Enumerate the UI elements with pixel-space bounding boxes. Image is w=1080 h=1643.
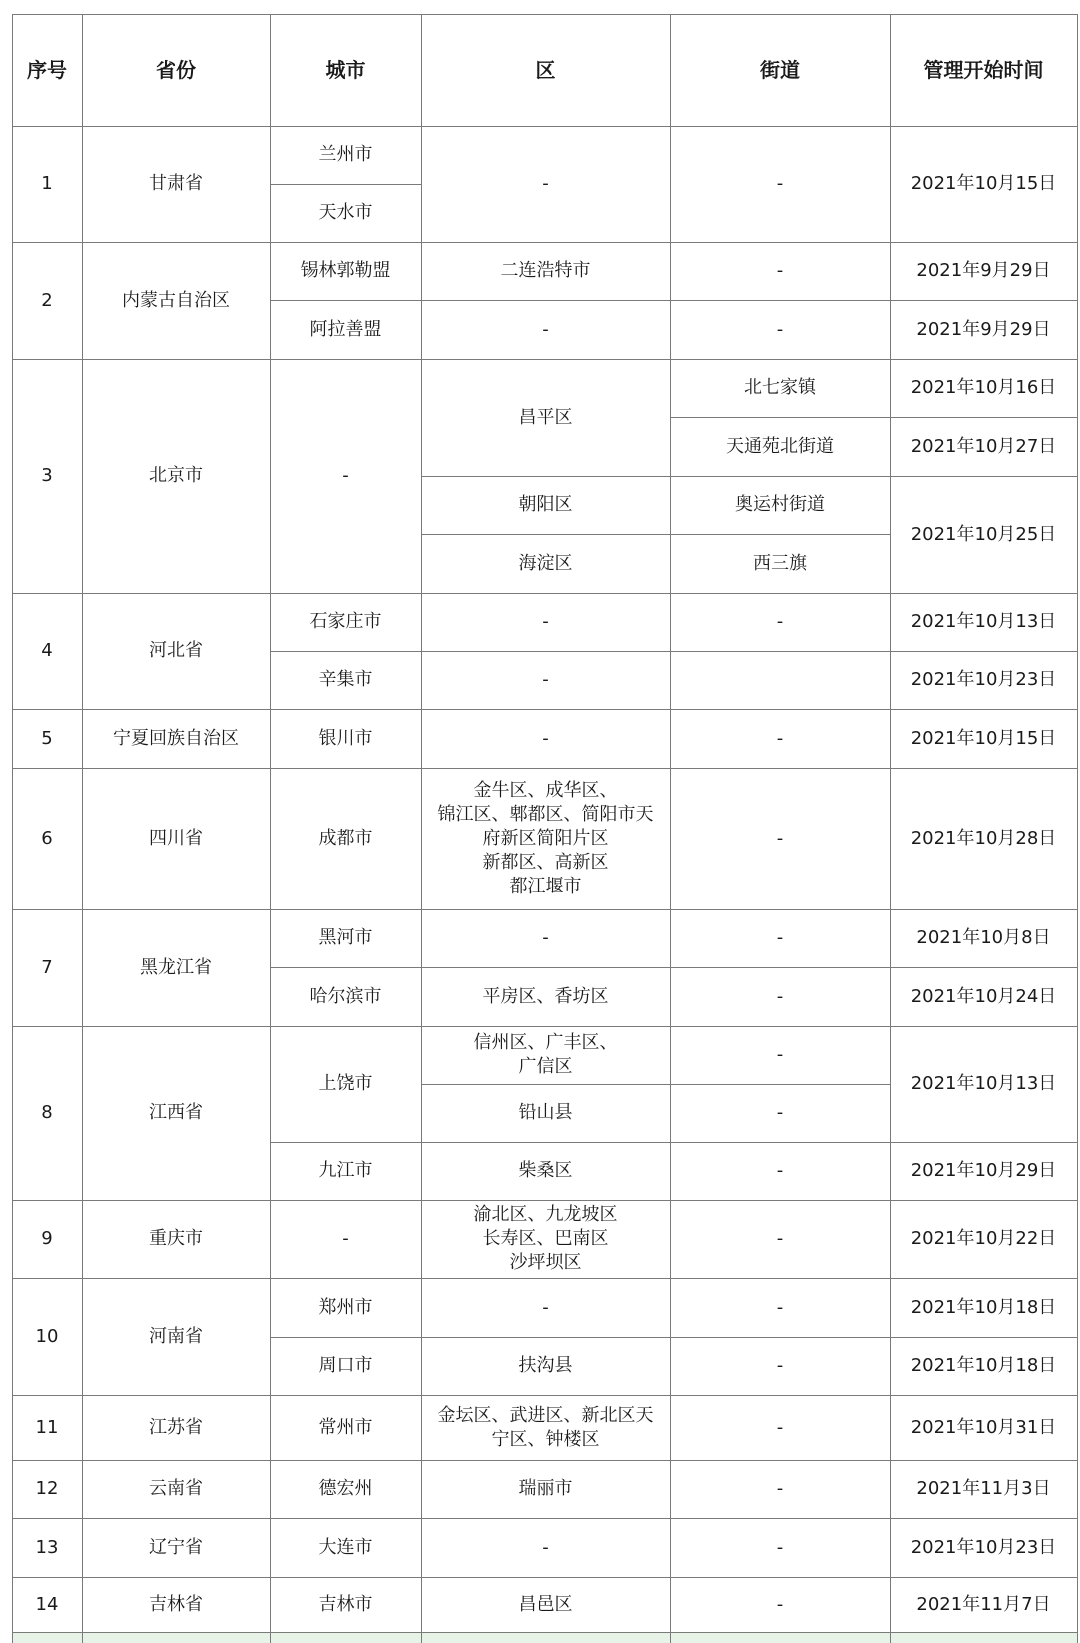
cell-seq: 2 <box>41 289 53 311</box>
grid-line-h <box>421 1200 671 1201</box>
grid-line-h <box>890 909 1078 910</box>
grid-line-h <box>670 1337 891 1338</box>
cell-city: 郑州市 <box>318 1296 373 1318</box>
cell-district: 昌平区 <box>518 406 573 428</box>
cell-street: - <box>776 827 784 849</box>
cell-district: 信州区、广丰区、 广信区 <box>473 1032 618 1077</box>
cell-city: 德宏州 <box>318 1478 373 1499</box>
cell-district: - <box>542 318 549 340</box>
cell-street: - <box>776 985 784 1007</box>
header-street: 街道 <box>760 58 800 82</box>
grid-line-v <box>1077 14 1078 1643</box>
cell-seq: 1 <box>41 173 53 194</box>
grid-line-h <box>270 359 422 360</box>
grid-line-h <box>12 1278 83 1279</box>
cell-district: 渝北区、九龙坡区 长寿区、巴南区 沙坪坝区 <box>473 1204 618 1273</box>
cell-street: - <box>776 611 784 632</box>
grid-line-h <box>270 709 422 710</box>
grid-line-h <box>12 359 83 360</box>
cell-start-date: 2021年10月23日 <box>910 669 1057 690</box>
grid-line-h <box>670 1084 891 1085</box>
grid-line-h <box>670 417 891 418</box>
cell-city: 周口市 <box>318 1355 373 1376</box>
grid-line-h <box>270 768 422 769</box>
grid-line-h <box>270 909 422 910</box>
cell-start-date: 2021年10月15日 <box>910 173 1057 194</box>
grid-line-h <box>12 1026 83 1027</box>
cell-street: 奥运村街道 <box>735 494 825 515</box>
cell-city: 成都市 <box>318 827 373 849</box>
cell-start-date: 2021年10月18日 <box>910 1296 1057 1318</box>
cell-start-date: 2021年9月29日 <box>916 318 1051 340</box>
grid-line-v <box>890 14 891 1643</box>
grid-line-h <box>12 768 83 769</box>
cell-district: - <box>542 669 549 690</box>
grid-line-h <box>12 242 83 243</box>
grid-line-h <box>270 242 422 243</box>
cell-start-date: 2021年11月7日 <box>916 1593 1051 1615</box>
grid-line-h <box>890 359 1078 360</box>
header-province: 省份 <box>156 58 196 82</box>
header-start-date: 管理开始时间 <box>923 58 1044 82</box>
grid-line-h <box>82 909 271 910</box>
cell-street: - <box>776 260 784 281</box>
cell-street: 西三旗 <box>753 552 807 574</box>
cell-street: 天通苑北街道 <box>726 435 834 457</box>
cell-seq: 9 <box>41 1228 53 1249</box>
cell-province: 吉林省 <box>149 1593 203 1615</box>
grid-line-h <box>270 300 422 301</box>
grid-line-h <box>421 534 671 535</box>
grid-line-h <box>421 1337 671 1338</box>
cell-city: 辛集市 <box>318 669 373 690</box>
grid-line-h <box>270 967 422 968</box>
grid-line-h <box>670 709 891 710</box>
grid-line-h <box>12 1460 83 1461</box>
cell-start-date: 2021年10月27日 <box>910 435 1057 457</box>
grid-line-h <box>670 1460 891 1461</box>
grid-line-h <box>890 1278 1078 1279</box>
grid-line-h <box>12 909 83 910</box>
grid-line-h <box>270 1337 422 1338</box>
cell-city: 吉林市 <box>318 1593 373 1615</box>
cell-city: 大连市 <box>318 1536 373 1558</box>
cell-province: 河南省 <box>149 1325 203 1347</box>
cell-seq: 13 <box>35 1536 59 1558</box>
grid-line-h <box>82 1278 271 1279</box>
grid-line-h <box>670 1577 891 1578</box>
header-district: 区 <box>535 58 556 82</box>
grid-line-h <box>270 1518 422 1519</box>
grid-line-h <box>670 1026 891 1027</box>
cell-district: 金牛区、成华区、 锦江区、郫都区、简阳市天 府新区简阳片区 新都区、高新区 都江堰市 <box>437 779 654 897</box>
cell-start-date: 2021年10月28日 <box>910 827 1057 849</box>
grid-line-h <box>82 709 271 710</box>
grid-line-h <box>12 593 83 594</box>
cell-start-date: 2021年10月18日 <box>910 1355 1057 1376</box>
grid-line-h <box>12 709 83 710</box>
grid-line-h <box>421 1084 671 1085</box>
grid-line-v <box>12 14 13 1643</box>
cell-street: - <box>776 1593 784 1615</box>
grid-line-h <box>270 593 422 594</box>
cell-province: 北京市 <box>149 465 203 486</box>
cell-start-date: 2021年10月15日 <box>910 727 1057 749</box>
grid-line-h <box>270 1395 422 1396</box>
grid-line-h <box>12 1200 83 1201</box>
grid-line-header <box>12 126 1077 127</box>
cell-city: 黑河市 <box>318 927 373 948</box>
grid-line-h <box>890 1200 1078 1201</box>
header-seq: 序号 <box>27 58 67 82</box>
cell-province: 甘肃省 <box>149 173 203 194</box>
cell-province: 重庆市 <box>149 1228 203 1249</box>
next-row-band <box>12 1632 1077 1643</box>
cell-district: 柴桑区 <box>518 1160 573 1181</box>
cell-district: - <box>542 727 549 749</box>
grid-line-h <box>270 1200 422 1201</box>
grid-line-h <box>270 1460 422 1461</box>
cell-city: 哈尔滨市 <box>309 985 382 1007</box>
cell-start-date: 2021年10月29日 <box>910 1160 1057 1181</box>
cell-street: - <box>776 1160 784 1181</box>
cell-street: - <box>776 727 784 749</box>
cell-province: 四川省 <box>149 827 203 849</box>
grid-line-h <box>421 1395 671 1396</box>
cell-city: - <box>342 465 349 486</box>
cell-start-date: 2021年10月25日 <box>910 523 1057 545</box>
cell-street: - <box>776 1228 784 1249</box>
cell-province: 云南省 <box>149 1478 203 1499</box>
cell-start-date: 2021年10月16日 <box>910 377 1057 398</box>
grid-line-h <box>421 1577 671 1578</box>
grid-line-h <box>421 476 671 477</box>
cell-province: 内蒙古自治区 <box>122 289 230 311</box>
grid-line-h <box>670 1200 891 1201</box>
grid-line-h <box>82 1518 271 1519</box>
grid-line-h <box>270 1142 422 1143</box>
cell-start-date: 2021年10月23日 <box>910 1536 1057 1558</box>
grid-line-h <box>421 1460 671 1461</box>
grid-line-h <box>670 967 891 968</box>
grid-line-h <box>421 651 671 652</box>
grid-line-h <box>890 476 1078 477</box>
cell-seq: 10 <box>35 1325 59 1347</box>
cell-street: - <box>776 927 784 948</box>
grid-line-h <box>890 1577 1078 1578</box>
grid-line-h <box>890 1395 1078 1396</box>
grid-line-bottom <box>12 1632 1077 1633</box>
grid-line-h <box>670 1278 891 1279</box>
grid-line-h <box>670 1395 891 1396</box>
grid-line-h <box>890 651 1078 652</box>
cell-province: 宁夏回族自治区 <box>113 727 239 749</box>
grid-line-h <box>670 242 891 243</box>
cell-district: 朝阳区 <box>518 494 573 515</box>
grid-line-h <box>421 242 671 243</box>
grid-line-h <box>421 1518 671 1519</box>
grid-line-h <box>421 909 671 910</box>
grid-line-h <box>270 1577 422 1578</box>
grid-line-h <box>82 1460 271 1461</box>
grid-line-h <box>670 1142 891 1143</box>
cell-start-date: 2021年9月29日 <box>916 260 1051 281</box>
cell-district: 扶沟县 <box>518 1355 573 1376</box>
grid-line-h <box>421 768 671 769</box>
cell-province: 江西省 <box>149 1102 203 1123</box>
cell-province: 辽宁省 <box>149 1536 203 1558</box>
cell-city: 九江市 <box>318 1160 373 1181</box>
grid-line-h <box>670 909 891 910</box>
cell-start-date: 2021年10月31日 <box>910 1416 1057 1438</box>
cell-street: - <box>776 173 784 194</box>
grid-line-h <box>890 1337 1078 1338</box>
grid-line-h <box>82 1395 271 1396</box>
cell-city: 常州市 <box>318 1416 373 1438</box>
grid-line-h <box>82 359 271 360</box>
grid-line-h <box>890 242 1078 243</box>
grid-line-h <box>670 1518 891 1519</box>
grid-line-h <box>890 967 1078 968</box>
grid-line-h <box>421 300 671 301</box>
cell-start-date: 2021年10月24日 <box>910 985 1057 1007</box>
grid-line-h <box>670 534 891 535</box>
cell-start-date: 2021年10月8日 <box>916 927 1051 948</box>
cell-district: - <box>542 1296 549 1318</box>
cell-street: - <box>776 1355 784 1376</box>
cell-district: 海淀区 <box>518 552 573 574</box>
cell-district: - <box>542 927 549 948</box>
cell-district: 瑞丽市 <box>518 1478 573 1499</box>
grid-line-h <box>421 1142 671 1143</box>
grid-line-h <box>270 1278 422 1279</box>
grid-line-h <box>12 1395 83 1396</box>
cell-district: 平房区、香坊区 <box>482 985 609 1007</box>
cell-province: 河北省 <box>149 640 203 661</box>
cell-seq: 7 <box>41 956 53 978</box>
grid-line-h <box>82 1026 271 1027</box>
grid-line-v <box>670 14 671 1643</box>
grid-line-v <box>82 14 83 1643</box>
cell-street: - <box>776 1044 784 1065</box>
grid-line-h <box>12 1577 83 1578</box>
cell-start-date: 2021年10月22日 <box>910 1228 1057 1249</box>
grid-line-h <box>12 1518 83 1519</box>
cell-start-date: 2021年10月13日 <box>910 611 1057 632</box>
grid-line-h <box>890 709 1078 710</box>
grid-line-h <box>670 768 891 769</box>
cell-street: 北七家镇 <box>744 377 816 398</box>
grid-line-h <box>270 651 422 652</box>
cell-city: 银川市 <box>318 727 373 749</box>
cell-start-date: 2021年10月13日 <box>910 1073 1057 1094</box>
grid-line-h <box>82 593 271 594</box>
cell-street: - <box>776 1478 784 1499</box>
cell-seq: 4 <box>41 640 53 661</box>
grid-line-h <box>890 593 1078 594</box>
cell-district: - <box>542 1536 549 1558</box>
cell-city: 阿拉善盟 <box>309 318 382 340</box>
header-city: 城市 <box>325 58 366 82</box>
grid-line-v <box>270 14 271 1643</box>
cell-city: 锡林郭勒盟 <box>300 260 391 281</box>
cell-district: - <box>542 611 549 632</box>
cell-seq: 3 <box>41 465 53 486</box>
grid-line-h <box>670 359 891 360</box>
grid-line-h <box>421 1278 671 1279</box>
cell-province: 黑龙江省 <box>140 956 212 978</box>
grid-line-h <box>890 1460 1078 1461</box>
cell-city: - <box>342 1228 349 1249</box>
cell-street: - <box>776 318 784 340</box>
grid-line-h <box>890 768 1078 769</box>
cell-city: 上饶市 <box>318 1073 373 1094</box>
grid-line-h <box>421 359 671 360</box>
grid-line-h <box>82 768 271 769</box>
cell-district: - <box>542 173 549 194</box>
grid-line-h <box>82 242 271 243</box>
grid-line-h <box>890 1026 1078 1027</box>
grid-line-h <box>890 1518 1078 1519</box>
grid-line-h <box>670 651 891 652</box>
grid-line-h <box>670 476 891 477</box>
cell-seq: 6 <box>41 827 53 849</box>
cell-district: 金坛区、武进区、新北区天 宁区、钟楼区 <box>437 1404 654 1450</box>
cell-seq: 12 <box>35 1478 59 1499</box>
cell-seq: 5 <box>41 727 53 749</box>
cell-street <box>670 651 890 709</box>
grid-line-h <box>421 967 671 968</box>
grid-line-h <box>670 300 891 301</box>
cell-street: - <box>776 1536 784 1558</box>
cell-district: 昌邑区 <box>518 1593 573 1615</box>
grid-line-h <box>82 1577 271 1578</box>
cell-province: 江苏省 <box>149 1416 203 1438</box>
grid-line-v <box>421 14 422 1643</box>
grid-line-h <box>270 184 422 185</box>
grid-line-h <box>421 709 671 710</box>
cell-seq: 14 <box>35 1593 59 1615</box>
grid-line-h <box>890 1142 1078 1143</box>
cell-seq: 11 <box>35 1416 59 1438</box>
cell-street: - <box>776 1102 784 1123</box>
cell-city: 兰州市 <box>318 144 373 165</box>
cell-seq: 8 <box>41 1102 53 1123</box>
cell-city: 石家庄市 <box>309 611 382 632</box>
grid-line-h <box>890 417 1078 418</box>
grid-line-h <box>890 300 1078 301</box>
grid-line-h <box>421 593 671 594</box>
grid-line-h <box>82 1200 271 1201</box>
cell-city: 天水市 <box>318 202 373 223</box>
grid-line-h <box>270 1026 422 1027</box>
cell-start-date: 2021年11月3日 <box>916 1478 1051 1499</box>
grid-line-h <box>421 1026 671 1027</box>
cell-district: 二连浩特市 <box>500 260 591 281</box>
cell-street: - <box>776 1416 784 1438</box>
grid-line-top <box>12 14 1077 15</box>
grid-line-h <box>670 593 891 594</box>
cell-street: - <box>776 1296 784 1318</box>
cell-district: 铅山县 <box>518 1102 573 1123</box>
